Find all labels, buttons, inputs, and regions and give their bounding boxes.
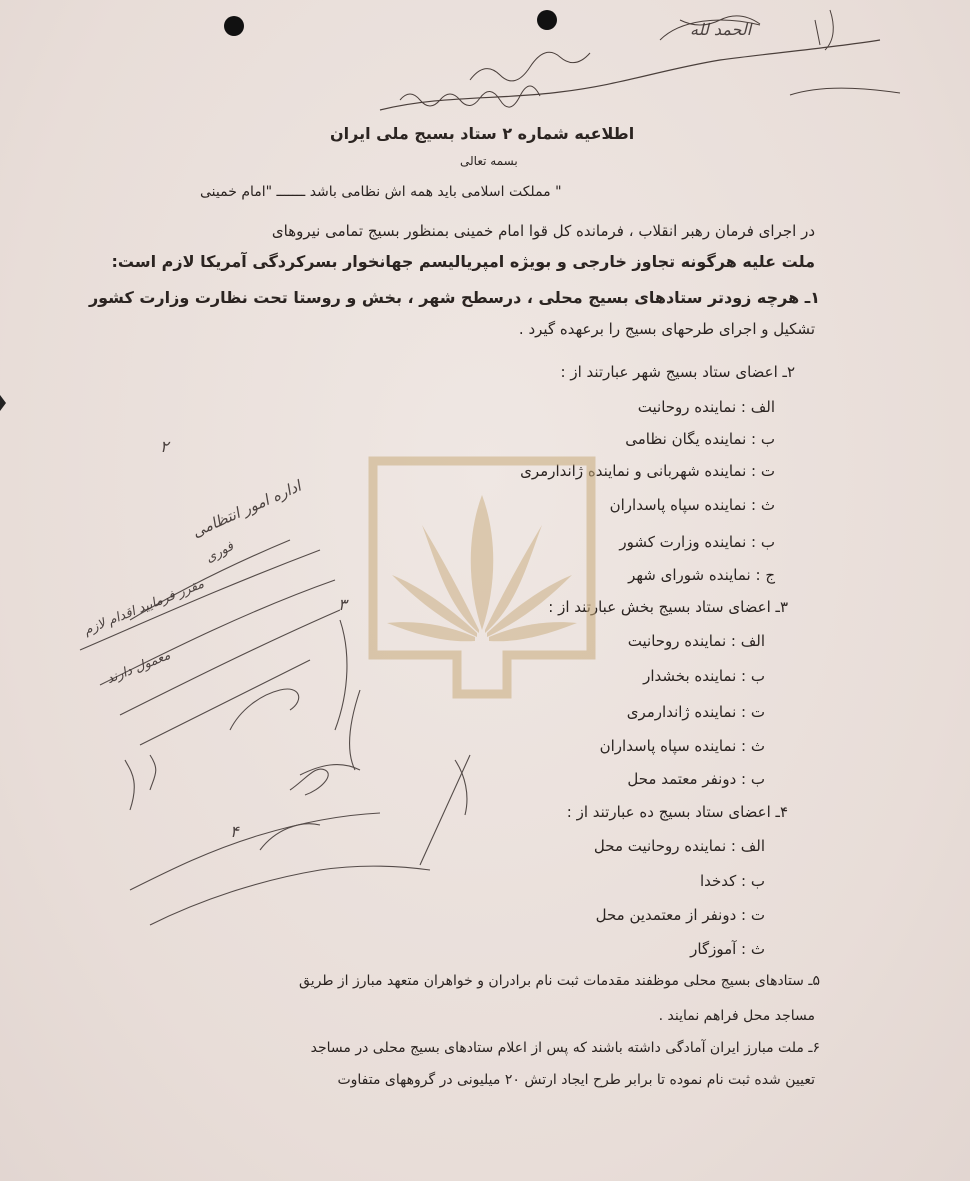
item-1-line-2: تشکیل و اجرای طرحهای بسیج را برعهده گیرد . [518,320,815,338]
section-2-item: ب : نماینده وزارت کشور [619,533,775,551]
section-2-item: ب : نماینده یگان نظامی [625,430,775,448]
item-5-line-1: ۵ـ ستادهای بسیج محلی موظفند مقدمات ثبت نام برادران و خواهران متعهد مبارز از طریق [299,973,820,989]
section-2-item: ت : نماینده شهربانی و نماینده ژاندارمری [520,462,775,480]
item-1-line-1: ۱ـ هرچه زودتر ستادهای بسیج محلی ، درسطح شهر ، بخش و روستا تحت نظارت وزارت کشور [88,288,820,307]
item-5-line-2: مساجد محل فراهم نمایند . [658,1008,815,1024]
section-4-heading: ۴ـ اعضای ستاد بسیج ده عبارتند از : [566,803,788,821]
top-handwriting-scribble [360,0,970,130]
section-4-item: ب : کدخدا [699,872,765,890]
section-2-item: ج : نماینده شورای شهر [628,566,775,584]
handwritten-note: معمول دارند [104,647,173,688]
section-3-heading: ۳ـ اعضای ستاد بسیج بخش عبارتند از : [548,598,788,616]
section-4-item: الف : نماینده روحانیت محل [593,837,765,855]
handwritten-note: فوری [203,538,237,567]
section-3-item: ب : دونفر معتمد محل [627,770,765,788]
punch-hole-left [224,16,244,36]
khomeini-quote: " مملکت اسلامی باید همه اش نظامی باشد ـــــــ "امام خمینی [200,184,562,200]
margin-number: ۳ [338,595,347,614]
top-right-handwriting: الحمد لله [690,20,752,39]
edge-mark [0,395,6,411]
margin-handwriting-scribble [60,470,530,990]
section-2-heading: ۲ـ اعضای ستاد بسیج شهر عبارتند از : [560,363,795,381]
item-6-line-2: تعیین شده ثبت نام نموده تا برابر طرح ایجاد ارتش ۲۰ میلیونی در گروههای متفاوت [337,1072,815,1088]
intro-line-2: ملت علیه هرگونه تجاوز خارجی و بویژه امپریالیسم جهانخوار بسرکردگی آمریکا لازم است: [111,252,815,271]
section-4-item: ت : دونفر از معتمدین محل [595,906,765,924]
section-3-item: الف : نماینده روحانیت [627,632,765,650]
margin-number: ۲ [160,437,169,456]
announcement-title: اطلاعیه شماره ۲ ستاد بسیج ملی ایران [330,124,635,143]
section-3-item: ب : نماینده بخشدار [643,667,765,685]
section-2-item: ث : نماینده سپاه پاسداران [609,496,775,514]
section-3-item: ث : نماینده سپاه پاسداران [599,737,765,755]
item-6-line-1: ۶ـ ملت مبارز ایران آمادگی داشته باشند که پس از اعلام ستادهای بسیج محلی در مساجد [310,1040,820,1056]
handwritten-note: مقرر فرمایید اقدام لازم [81,576,207,639]
handwritten-note: اداره امور انتظامی [189,476,304,542]
section-2-item: الف : نماینده روحانیت [637,398,775,416]
bismillah: بسمه تعالی [460,154,518,168]
intro-line-1: در اجرای فرمان رهبر انقلاب ، فرمانده کل قوا امام خمینی بمنظور بسیج تمامی نیروهای [271,222,815,240]
section-3-item: ت : نماینده ژاندارمری [626,703,765,721]
margin-number: ۴ [230,822,239,841]
section-4-item: ث : آموزگار [690,940,765,958]
